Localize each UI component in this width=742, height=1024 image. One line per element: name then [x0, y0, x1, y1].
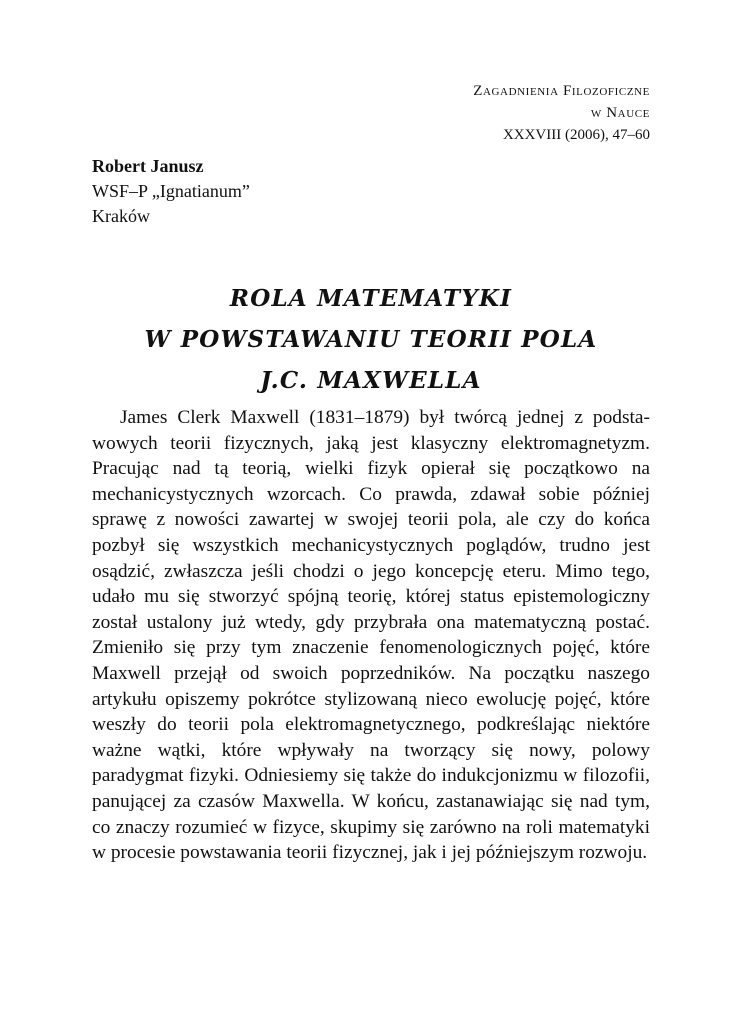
title-line-2: W POWSTAWANIU TEORII POLA	[144, 326, 598, 353]
abstract-paragraph: James Clerk Maxwell (1831–1879) był twórcą jednej z podstawowych teorii fizycznych, jaką jest klasyczny elektromagnetyzm. Pracując nad tą teorią, wielki fizyk opierał się początkowo na mechanicystycznych wzorcach. Co prawda, zdawał sobie później sprawę z nowości zawartej w swojej teorii pola, ale czy do końca pozbył się wszystkich mechanicystycznych poglądów, trudno jest osądzić, zwłaszcza jeśli chodzi o jego koncepcję eteru. Mimo tego, udało mu się stworzyć spójną teorię, której status epistemologiczny został ustalony już wtedy, gdy przybrała ona matematyczną postać. Zmieniło się przy tym znaczenie fenomenologicznych pojęć, które Maxwell przejął od swoich poprzedników. Na początku naszego artykułu opiszemy pokrótce stylizowaną nieco ewolucję pojęć, które weszły do teorii pola elektromagnetycznego, podkreślając niektóre ważne wątki, które wpływały na tworzący się nowy, polowy paradygmat fizyki. Odniesiemy się także do indukcjonizmu w filozofii, panującej za czasów Maxwella. W końcu, zastanawiając się nad tym, co znaczy rozumieć w fizyce, skupimy się zarówno na roli matematyki w procesie powstawania teorii fizycznej, jak i jej późniejszym rozwoju.	[92, 407, 650, 864]
journal-name-continued: w Nauce	[590, 105, 650, 121]
title-line-1: ROLA MATEMATYKI	[229, 285, 513, 312]
abstract-body	[92, 405, 650, 866]
author-block	[92, 154, 250, 229]
journal-header	[473, 80, 650, 146]
title-line-3: J.C. MAXWELLA	[260, 367, 482, 394]
author-affiliation: WSF–P „Ignatianum”	[92, 181, 250, 201]
journal-volume-pages: XXXVIII (2006), 47–60	[502, 127, 650, 143]
article-title	[92, 278, 650, 401]
author-name: Robert Janusz	[92, 156, 204, 176]
author-city: Kraków	[92, 206, 150, 226]
journal-name: Zagadnienia Filozoficzne	[473, 83, 650, 99]
